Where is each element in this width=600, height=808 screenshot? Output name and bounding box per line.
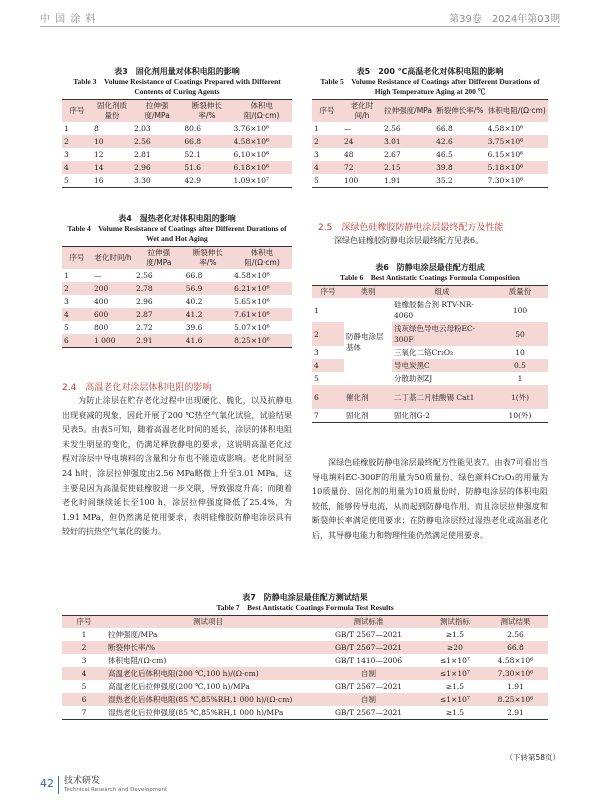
cell: 50 [515, 329, 525, 339]
cell: 高温老化后拉伸强度(200 ℃,100 h)/MPa [108, 682, 250, 691]
cell: 2.78 [136, 284, 153, 293]
cell: 2 [64, 284, 69, 293]
cell: 10(外) [508, 411, 532, 420]
cell: 7.30×10⁶ [497, 669, 534, 678]
cell: GB/T 2567—2021 [334, 708, 403, 717]
cell: 8 [94, 124, 99, 133]
table7-header: 测试项目 [193, 617, 223, 626]
cell: 0.5 [514, 361, 526, 370]
table-row [62, 628, 548, 641]
cell: 8.25×10⁶ [234, 336, 270, 345]
section-2-5-text: 深绿色硅橡胶防静电涂层最终配方见表6。 [334, 236, 484, 245]
table-row [62, 269, 292, 282]
issue-info: 第39卷 2024年第03期 [449, 14, 560, 25]
cell: GB/T 2567—2021 [334, 630, 403, 639]
table3-header: 拉伸强度/MPa [144, 101, 170, 120]
cell: 1 000 [94, 336, 116, 345]
table4-header: 体积电阻/(Ω·cm) [244, 248, 280, 267]
cell: 40.2 [185, 297, 203, 306]
cell: 2 [81, 643, 87, 652]
table3-header: 断裂伸长率/% [191, 101, 222, 120]
table6-block [312, 262, 548, 423]
cell: 41.6 [185, 336, 203, 345]
table-row [312, 148, 548, 161]
cell: 5.65×10⁶ [234, 297, 270, 306]
cell: 3 [64, 150, 69, 159]
cell: 100 [344, 176, 359, 185]
cell: 66.8 [507, 643, 524, 652]
cell: 1.91 [507, 682, 524, 691]
table6 [312, 285, 548, 423]
cell: ≤1×10⁷ [439, 656, 470, 665]
cell: ≥1.5 [445, 708, 465, 717]
table7-caption-cn: 表7 防静电涂层最佳配方测试结果 [242, 593, 368, 602]
cell: 7.30×10⁶ [487, 176, 524, 185]
cell: 800 [94, 323, 109, 332]
cell: 固化剂G-2 [394, 411, 430, 420]
table-row [62, 308, 292, 321]
table-row [62, 693, 548, 706]
table6-header: 组成 [434, 287, 450, 296]
section-2-4-text: 为防止涂层在贮存老化过程中出现硬化、脆化，以及抗静电出现衰减的现象，因此开展了200 ℃热空气氧化试验，试验结果见表5。由表5可知，随着高温老化时间的延长，涂层的体积电阻未发生明显的变化，仍满足释放静电的要求，这说明高温老化过程对涂层中导电填料的含量和分布也不能造成影响。老化时间至24 h时，涂层拉伸强度由2.56 MPa略微上升至3.01 MPa，这主要是因为高温促使硅橡胶进一步交联，导致强度升高；而随着老化时间继续延长至100 h，涂层拉伸强度降低了25.4%，为1.91 MPa，但仍然满足使用要求，表明硅橡胶防静电涂层具有较好的抗热空气氧化的能力。 [62, 396, 292, 537]
table-row [312, 174, 548, 188]
cell: 7 [314, 411, 319, 420]
table4-header: 老化时间/h [94, 253, 132, 262]
cell: 5 [81, 682, 87, 691]
table-row [312, 135, 548, 148]
cell: 2.96 [134, 163, 151, 172]
cell: 拉伸强度/MPa [108, 630, 158, 639]
cell: 6 [314, 392, 319, 402]
table6-caption-en: Table 6 Best Antistatic Coatings Formula Composition [340, 273, 520, 282]
cell: GB/T 1410—2006 [334, 656, 403, 665]
cell: 2.72 [136, 323, 153, 332]
table5-header: 序号 [319, 106, 335, 115]
table6-caption-cn: 表6 防静电涂层最佳配方组成 [375, 263, 485, 272]
right-paragraph: 深绿色硅橡胶防静电涂层最终配方性能见表7。由表7可看出当导电填料EC-300F的用量为50质量份、绿色颜料Cr₂O₃的用量为10质量份、固化剂的用量为10质量份时，防静电涂层的体积电阻较低，能够传导电流，从而起到防静电作用，而且涂层拉伸强度和断裂伸长率满足使用要求；在防静电涂层经过湿热老化或高温老化后，其导静电能力和物理性能仍然满足使用要求。 [312, 458, 548, 540]
cell: 10 [515, 348, 525, 357]
cell: 1 [314, 305, 319, 315]
footer-section [64, 776, 167, 794]
category-base: 防静电涂层基体 [344, 298, 392, 385]
cell: 2.15 [384, 163, 401, 172]
table-row [312, 122, 548, 135]
cell: 600 [94, 310, 109, 319]
table6-header: 类别 [360, 287, 376, 296]
cell: 1 [64, 124, 69, 133]
category-curing: 固化剂 [346, 411, 369, 420]
table5-header: 老化时间/h [350, 101, 374, 120]
footer-divider [58, 776, 59, 794]
cell: 6 [64, 336, 69, 345]
page-header [40, 6, 560, 26]
cell: 4 [81, 669, 87, 678]
table7-block [62, 592, 548, 720]
cell: 2.91 [507, 708, 524, 717]
cell: 1(外) [510, 392, 530, 402]
table3-caption-cn: 表3 固化剂用量对体积电阻的影响 [114, 67, 240, 76]
cell: 42.9 [184, 176, 202, 185]
cell: 4.58×10⁶ [487, 124, 524, 133]
cell: 2 [314, 137, 319, 146]
cell: 体积电阻/(Ω·cm) [108, 656, 167, 665]
cell: — [94, 271, 102, 280]
cell: 3 [81, 656, 87, 665]
cell: 2 [64, 137, 69, 146]
cell: 3.76×10⁶ [233, 124, 270, 133]
table4-header: 序号 [69, 253, 85, 262]
table-row [312, 298, 548, 322]
table4-caption-cn: 表4 湿热老化对体积电阻的影响 [118, 214, 236, 223]
cell: 5.07×10⁶ [234, 323, 270, 332]
cell: 二丁基二月桂酸锡 Cat1 [394, 392, 475, 402]
section-2-4-heading: 2.4 高温老化对涂层体积电阻的影响 [62, 383, 212, 393]
header-rule [40, 26, 560, 27]
cell: 分散助剂ZJ [394, 374, 433, 383]
cell: 导电炭黑C [394, 361, 430, 370]
table3-header: 体积电阻/(Ω·cm) [244, 101, 280, 120]
cell: 3 [314, 348, 319, 357]
cell: 4 [314, 163, 319, 172]
category-catalyst: 催化剂 [346, 392, 369, 402]
table7-header: 测试标准 [353, 617, 384, 626]
table5-header: 体积电阻/(Ω·cm) [487, 106, 546, 115]
cell: 2.56 [136, 271, 153, 280]
page-number: 42 [40, 777, 54, 790]
table4 [62, 246, 292, 348]
footer-section-cn: 技术研发 [64, 776, 101, 786]
cell: 1 [314, 124, 319, 133]
table4-header: 断裂伸长率/% [192, 248, 223, 267]
table3-block [62, 66, 292, 188]
cell: 硅橡胶黏合剂 RTV-NR-4060 [394, 300, 474, 320]
cell: 51.6 [184, 163, 202, 172]
cell: 6.10×10⁶ [233, 150, 270, 159]
cell: ≤1×10⁷ [439, 669, 470, 678]
table-row [62, 706, 548, 720]
table4-caption-en: Table 4 Volume Resistance of Coatings after Different Durations of Wet and Hot Aging [67, 224, 287, 243]
cell: 三氧化二铬Cr₂O₃ [394, 348, 453, 357]
footer-section-en: Technical Research and Development [64, 787, 168, 793]
cell: 高温老化后体积电阻(200 ℃,100 h)/(Ω·cm) [108, 669, 259, 678]
cell: 24 [344, 137, 354, 146]
table7-header: 测试结果 [500, 617, 531, 626]
cell: 72 [344, 163, 354, 172]
cell: 5 [64, 176, 69, 185]
cell: 100 [512, 305, 528, 315]
table5-caption-cn: 表5 200 ℃高温老化对体积电阻的影响 [356, 67, 504, 76]
table-row [62, 135, 292, 148]
table4-block [62, 213, 292, 348]
cell: 5 [64, 323, 69, 332]
table3-caption-en: Table 3 Volume Resistance of Coatings Prepared with Different Contents of Curing Agents [73, 77, 281, 96]
cell: 10 [94, 137, 104, 146]
cell: 6 [81, 695, 87, 704]
table-row [62, 680, 548, 693]
cell: 湿热老化后体积电阻(85 ℃,85%RH,1 000 h)/(Ω·cm) [108, 695, 293, 704]
cell: GB/T 2567—2021 [334, 643, 403, 652]
cell: 4.58×10⁶ [234, 271, 270, 280]
table7 [62, 615, 548, 720]
cell: 4.58×10⁶ [497, 656, 534, 665]
journal-name: 中 国 涂 料 [40, 14, 97, 25]
cell: 42.6 [436, 137, 453, 146]
cell: 4 [314, 361, 319, 370]
cell: 200 [94, 284, 109, 293]
table7-header: 序号 [76, 617, 92, 626]
table-row [62, 282, 292, 295]
table6-header: 序号 [320, 287, 336, 296]
cell: 1 [517, 374, 523, 383]
cell: 自制 [360, 695, 376, 704]
table7-caption-en: Table 7 Best Antistatic Coatings Formula Test Results [216, 603, 394, 612]
table-row [62, 148, 292, 161]
cell: 2.03 [134, 124, 151, 133]
cell: ≥1.5 [445, 682, 465, 691]
cell: 16 [94, 176, 104, 185]
table5 [312, 99, 548, 188]
cell: 5 [314, 374, 319, 383]
table-row [312, 409, 548, 423]
table6-header: 质量份 [508, 287, 532, 296]
cell: 7 [81, 708, 87, 717]
cell: 3.01 [384, 137, 401, 146]
cell: 41.2 [185, 310, 203, 319]
table-row [62, 641, 548, 654]
cell: 66.8 [436, 124, 453, 133]
table5-header: 断裂伸长率/% [436, 106, 484, 115]
table-row [62, 161, 292, 174]
cell: 14 [94, 163, 104, 172]
table3 [62, 99, 292, 188]
cell: 66.8 [184, 137, 202, 146]
table-row [62, 174, 292, 188]
cell: 5.18×10⁶ [487, 163, 524, 172]
table3-header: 固化剂质量份 [97, 101, 127, 120]
table-row [62, 321, 292, 334]
cell: 1.09×10⁷ [233, 176, 270, 185]
cell: 4 [64, 310, 69, 319]
cell: 35.2 [436, 176, 453, 185]
table3-header: 序号 [69, 106, 85, 115]
table-row [62, 334, 292, 348]
table4-header: 拉伸强度/MPa [146, 248, 172, 267]
section-2-5-heading: 2.5 深绿色硅橡胶防静电涂层最终配方及性能 [318, 223, 504, 233]
cell: 3 [314, 150, 319, 159]
cell: 39.8 [436, 163, 453, 172]
cell: 自制 [360, 669, 376, 678]
table-row [312, 161, 548, 174]
table-row [312, 385, 548, 409]
cell: 3.30 [134, 176, 151, 185]
cell: 4 [64, 163, 69, 172]
cell: 2 [314, 329, 319, 339]
cell: 6.21×10⁶ [234, 284, 270, 293]
cell: ≥1.5 [445, 630, 465, 639]
cell: 浅灰绿色导电云母粉EC-300F [394, 324, 476, 344]
cell: 400 [94, 297, 109, 306]
table-row [62, 654, 548, 667]
table5-block [312, 66, 548, 188]
table-row [62, 295, 292, 308]
cell: 46.5 [436, 150, 453, 159]
cell: 湿热老化后拉伸强度(85 ℃,85%RH,1 000 h)/MPa [108, 708, 284, 717]
cell: 39.6 [185, 323, 203, 332]
cell: 2.56 [134, 137, 151, 146]
cell: ≥20 [447, 643, 463, 652]
table-row [62, 122, 292, 135]
cell: 3.75×10⁶ [487, 137, 524, 146]
cell: 2.56 [507, 630, 524, 639]
cell: 5 [314, 176, 319, 185]
cell: 66.8 [185, 271, 203, 280]
cell: 48 [344, 150, 354, 159]
cell: 6.18×10⁶ [233, 163, 270, 172]
cell: 1 [64, 271, 69, 280]
table5-header: 拉伸强度/MPa [384, 106, 432, 115]
cell: 断裂伸长率/% [108, 643, 156, 652]
cell: — [344, 124, 352, 133]
cell: 2.91 [136, 336, 153, 345]
cell: 2.81 [134, 150, 151, 159]
cell: 1.91 [384, 176, 401, 185]
cell: 2.56 [384, 124, 401, 133]
cell: GB/T 2567—2021 [334, 682, 403, 691]
continued-note: （下转第58页） [505, 753, 560, 762]
cell: 6.15×10⁶ [487, 150, 524, 159]
table5-caption-en: Table 5 Volume Resistance of Coatings after Different Durations of High Temperature Aging at 200 ℃ [320, 77, 540, 96]
table-row [62, 667, 548, 680]
table7-header: 测试指标 [439, 617, 470, 626]
cell: 12 [94, 150, 104, 159]
cell: 4.58×10⁶ [233, 137, 270, 146]
cell: 8.25×10⁶ [497, 695, 534, 704]
cell: 3 [64, 297, 69, 306]
cell: 7.61×10⁶ [234, 310, 270, 319]
cell: 52.1 [184, 150, 202, 159]
cell: 2.96 [136, 297, 153, 306]
cell: 2.87 [136, 310, 153, 319]
cell: 2.67 [384, 150, 401, 159]
cell: ≤1×10⁷ [439, 695, 470, 704]
cell: 1 [81, 630, 87, 639]
cell: 80.6 [184, 124, 202, 133]
cell: 56.9 [185, 284, 203, 293]
